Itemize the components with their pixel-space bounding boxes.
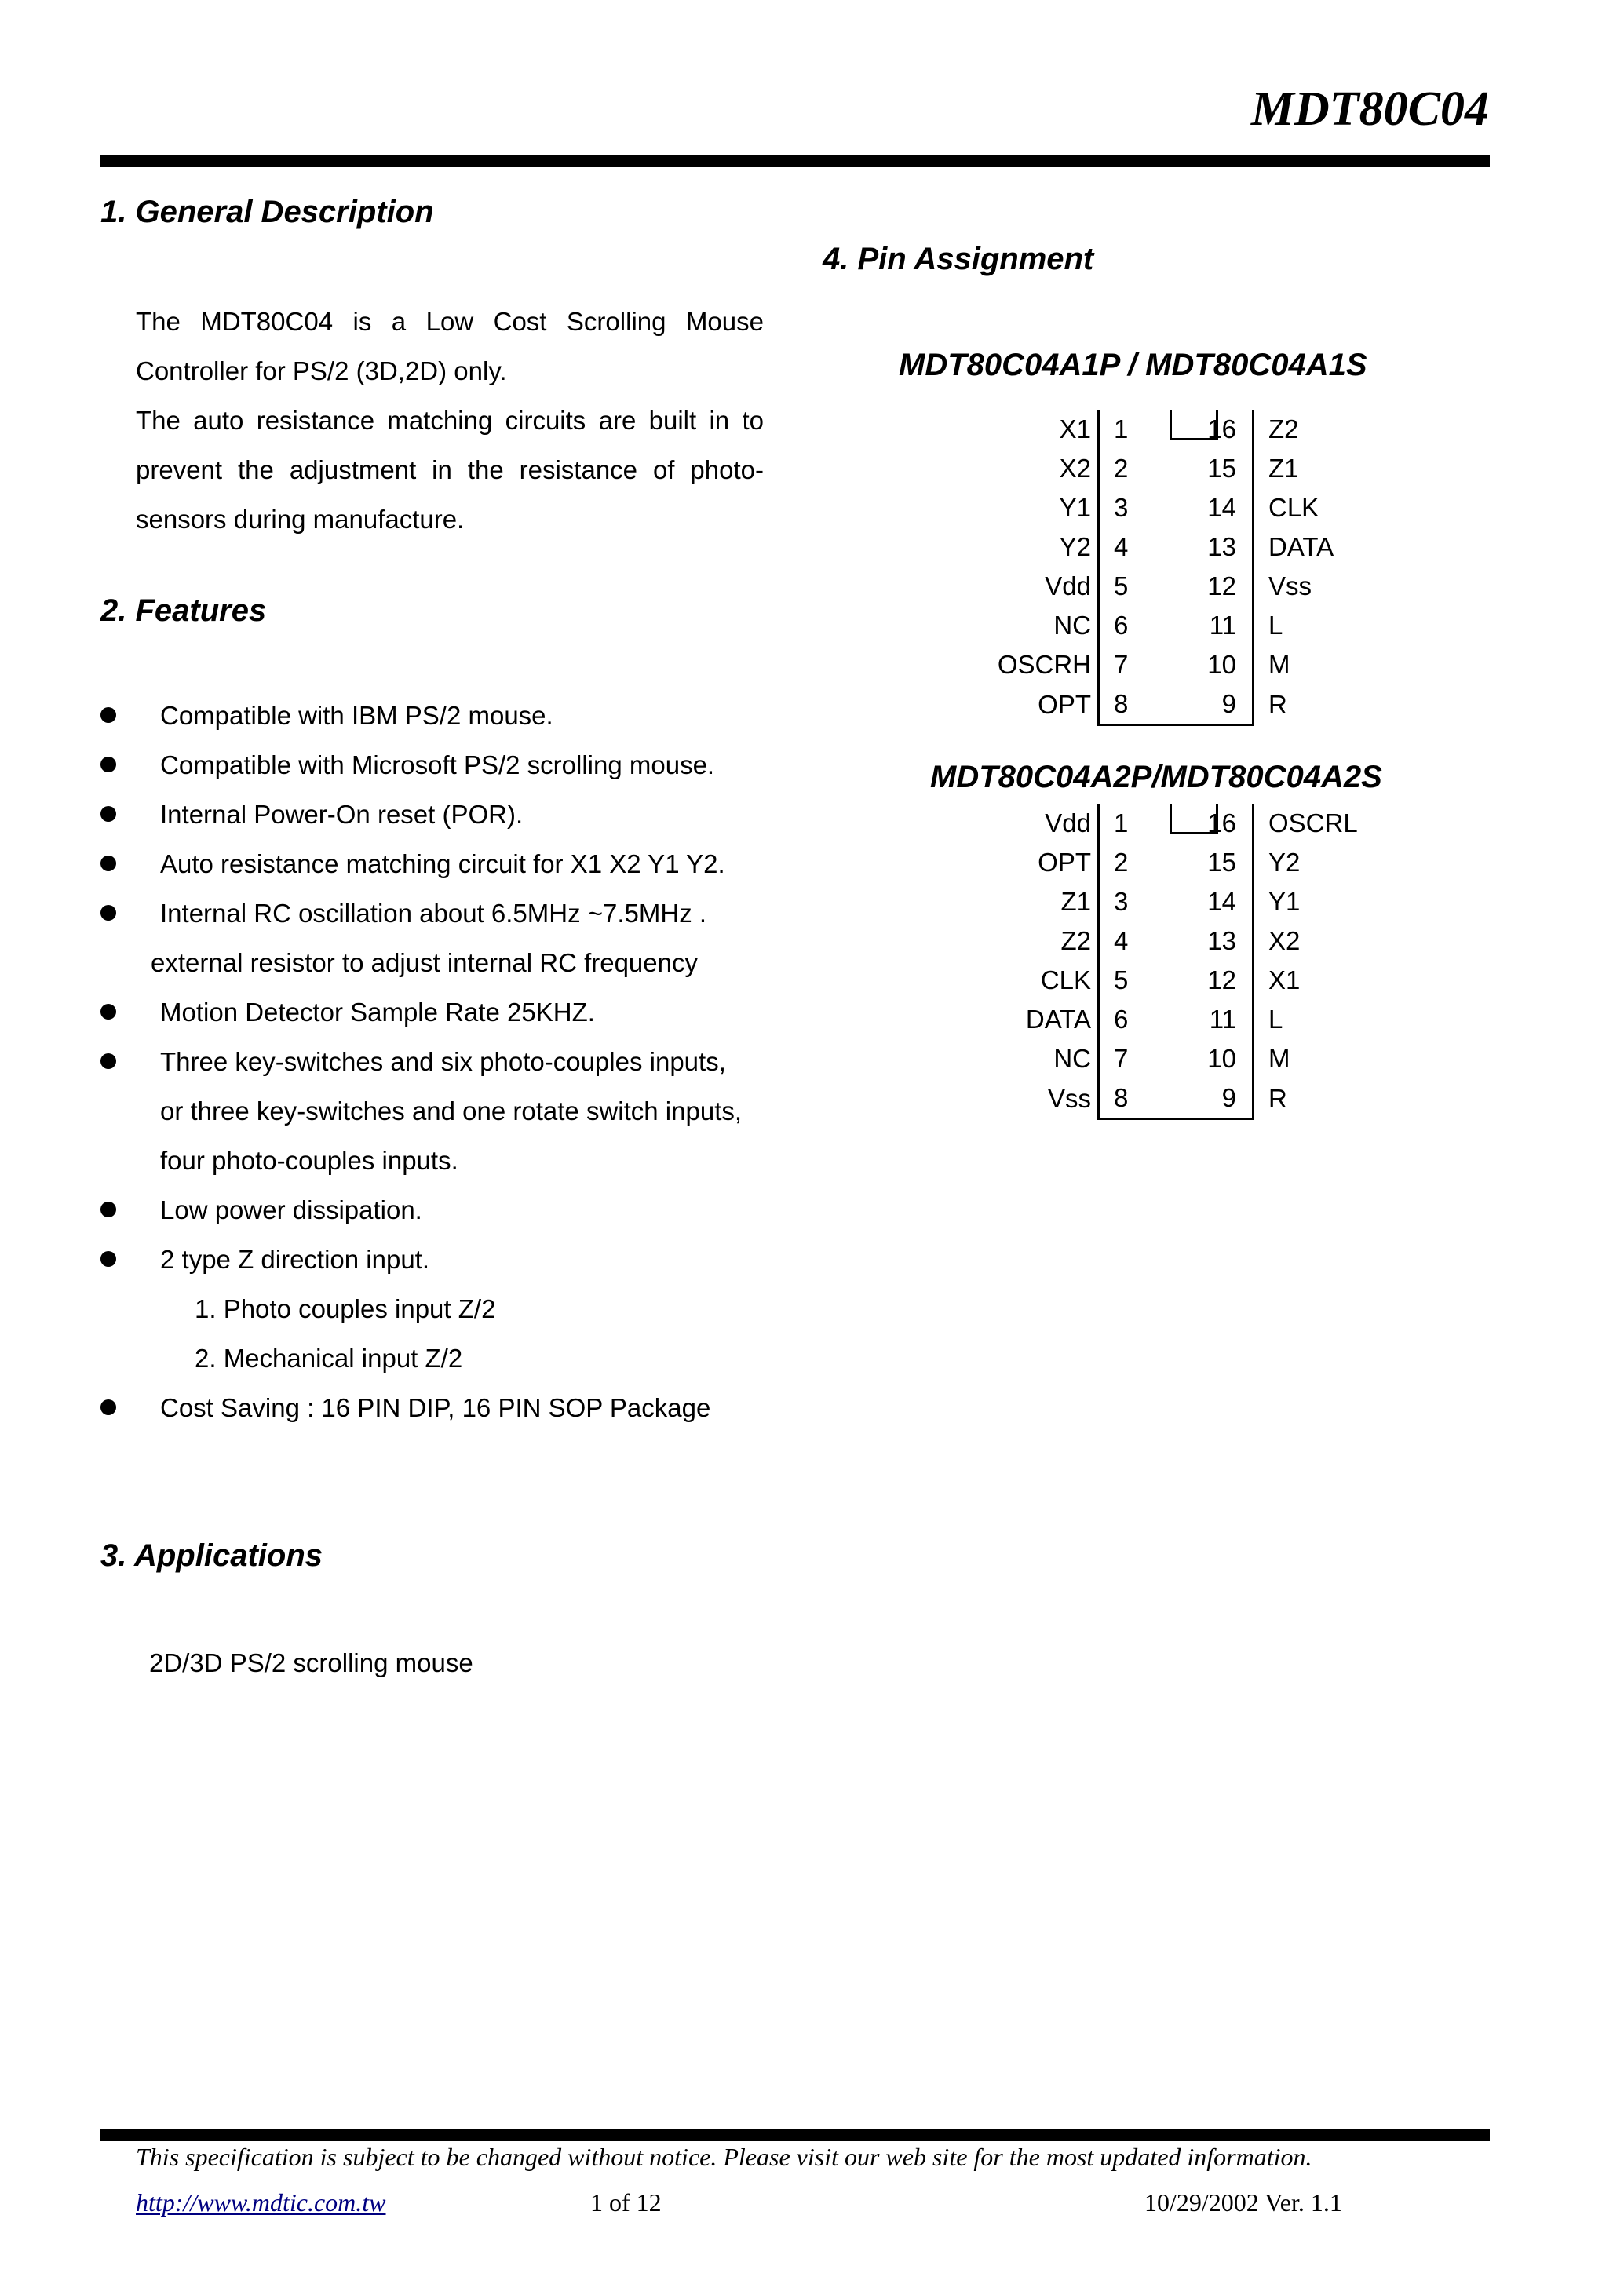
pin-name-right: DATA: [1268, 532, 1334, 561]
header-rule: [100, 155, 1490, 167]
chip-body: [1161, 606, 1192, 645]
website-link[interactable]: http://www.mdtic.com.tw: [136, 2188, 386, 2217]
pin-row: [989, 449, 1370, 488]
features-list: [100, 691, 791, 1432]
page-number: 1 of 12: [590, 2188, 662, 2217]
chip-body: [1161, 921, 1192, 961]
bullet-icon: [100, 806, 116, 822]
pin-name-left: Vdd: [1045, 571, 1091, 600]
pin-name-right: Y2: [1268, 848, 1301, 877]
pin-name-right: CLK: [1268, 493, 1319, 522]
bullet-icon: [100, 1399, 116, 1415]
pin-number-right: 12: [1192, 961, 1254, 1000]
list-item: Internal Power-On reset (POR).: [100, 790, 791, 839]
pin-number-right: 14: [1192, 488, 1254, 527]
pin-number-right: 11: [1192, 1000, 1254, 1039]
bullet-icon: [100, 1053, 116, 1069]
list-item: Cost Saving : 16 PIN DIP, 16 PIN SOP Package: [100, 1383, 791, 1432]
chip2-notch: [1170, 804, 1218, 834]
chip-body: [1161, 882, 1192, 921]
pin-number-right: 9: [1192, 684, 1254, 725]
pin-number-left: 1: [1099, 410, 1162, 449]
pin-number-right: 12: [1192, 567, 1254, 606]
bullet-icon: [100, 905, 116, 921]
pin-name-left: Z1: [1060, 887, 1091, 916]
list-item: Low power dissipation.: [100, 1185, 791, 1235]
pin-row: [989, 606, 1370, 645]
pin-name-left: OPT: [1038, 848, 1091, 877]
general-description-text: [136, 297, 764, 544]
pin-number-left: 7: [1099, 1039, 1162, 1078]
pin-number-left: 8: [1099, 1078, 1162, 1119]
applications-text: 2D/3D PS/2 scrolling mouse: [149, 1648, 473, 1677]
pin-name-right: L: [1268, 1005, 1283, 1034]
pin-name-left: Y1: [1059, 493, 1091, 522]
list-item: Compatible with Microsoft PS/2 scrolling mouse.: [100, 740, 791, 790]
pin-number-left: 6: [1099, 1000, 1162, 1039]
chip1-notch: [1170, 410, 1218, 440]
features-heading: 2. Features: [100, 593, 267, 628]
bullet-icon: [100, 707, 116, 723]
pin-number-right: 9: [1192, 1078, 1254, 1119]
pin-number-right: 15: [1192, 449, 1254, 488]
list-item: Auto resistance matching circuit for X1 X2 Y1 Y2.: [100, 839, 791, 888]
list-item-continuation: external resistor to adjust internal RC frequency: [151, 948, 698, 977]
pin-row: [989, 843, 1370, 882]
pin-name-left: X2: [1059, 454, 1091, 483]
pin-number-left: 7: [1099, 645, 1162, 684]
list-item: Motion Detector Sample Rate 25KHZ.: [100, 987, 791, 1037]
chip2-pin-table: [989, 804, 1370, 1120]
pin-assignment-heading: 4. Pin Assignment: [823, 242, 1094, 276]
pin-number-right: 14: [1192, 882, 1254, 921]
document-title: MDT80C04: [1250, 82, 1489, 136]
chip-body: [1161, 645, 1192, 684]
pin-row: [989, 567, 1370, 606]
chip-body: [1161, 961, 1192, 1000]
pin-row: [989, 488, 1370, 527]
pin-row: [989, 882, 1370, 921]
pin-row: [989, 921, 1370, 961]
pin-name-left: OPT: [1038, 689, 1091, 719]
pin-number-left: 2: [1099, 449, 1162, 488]
chip2-title: MDT80C04A2P/MDT80C04A2S: [930, 760, 1382, 794]
pin-number-right: 15: [1192, 843, 1254, 882]
chip1-pin-table: [989, 410, 1370, 726]
bullet-icon: [100, 757, 116, 772]
pin-row: [989, 961, 1370, 1000]
pin-name-right: Z2: [1268, 414, 1299, 443]
pin-number-left: 4: [1099, 527, 1162, 567]
pin-name-left: OSCRH: [997, 650, 1091, 679]
pin-name-right: OSCRL: [1268, 808, 1358, 837]
footer-note: This specification is subject to be changed without notice. Please visit our web site for the most updated information.: [136, 2143, 1312, 2171]
pin-name-left: Vdd: [1045, 808, 1091, 837]
chip-body: [1161, 843, 1192, 882]
bullet-icon: [100, 1251, 116, 1267]
chip-body: [1161, 488, 1192, 527]
pin-number-left: 1: [1099, 804, 1162, 843]
chip-body: [1161, 567, 1192, 606]
pin-name-right: M: [1268, 650, 1290, 679]
pin-number-left: 2: [1099, 843, 1162, 882]
pin-number-left: 3: [1099, 882, 1162, 921]
chip-body: [1161, 1039, 1192, 1078]
list-sub-item: 2. Mechanical input Z/2: [195, 1344, 463, 1373]
pin-name-left: NC: [1053, 1044, 1091, 1073]
chip-body: [1161, 684, 1192, 725]
list-item: 2 type Z direction input.: [100, 1235, 791, 1284]
pin-row: [989, 645, 1370, 684]
pin-name-right: X1: [1268, 965, 1301, 994]
pin-row: [989, 1078, 1370, 1119]
pin-number-right: 13: [1192, 527, 1254, 567]
pin-number-right: 10: [1192, 1039, 1254, 1078]
revision-date: 10/29/2002 Ver. 1.1: [1144, 2188, 1342, 2217]
pin-number-left: 5: [1099, 961, 1162, 1000]
chip-body: [1161, 1078, 1192, 1119]
pin-number-left: 3: [1099, 488, 1162, 527]
pin-number-right: 11: [1192, 606, 1254, 645]
pin-row: [989, 1000, 1370, 1039]
pin-name-right: Vss: [1268, 571, 1312, 600]
list-item: Compatible with IBM PS/2 mouse.: [100, 691, 791, 740]
list-item: Internal RC oscillation about 6.5MHz ~7.5MHz .: [100, 888, 791, 938]
pin-name-left: X1: [1059, 414, 1091, 443]
pin-row: [989, 527, 1370, 567]
pin-name-left: CLK: [1040, 965, 1091, 994]
pin-name-right: Y1: [1268, 887, 1301, 916]
applications-heading: 3. Applications: [100, 1538, 323, 1573]
chip-body: [1161, 527, 1192, 567]
chip1-title: MDT80C04A1P / MDT80C04A1S: [899, 348, 1367, 382]
pin-number-left: 6: [1099, 606, 1162, 645]
general-paragraph-2: The auto resistance matching circuits are built in to prevent the adjustment in the resistance of photo-sensors during manufacture.: [136, 406, 764, 534]
chip-body: [1161, 449, 1192, 488]
pin-name-left: Z2: [1060, 926, 1091, 955]
general-paragraph-1: The MDT80C04 is a Low Cost Scrolling Mouse Controller for PS/2 (3D,2D) only.: [136, 307, 764, 385]
bullet-icon: [100, 1202, 116, 1217]
list-item: Three key-switches and six photo-couples inputs,: [100, 1037, 791, 1086]
pin-name-left: NC: [1053, 611, 1091, 640]
list-item-continuation: or three key-switches and one rotate switch inputs,: [160, 1096, 743, 1126]
pin-number-left: 4: [1099, 921, 1162, 961]
pin-name-left: Vss: [1047, 1083, 1091, 1113]
pin-name-left: Y2: [1059, 532, 1091, 561]
pin-row: [989, 684, 1370, 725]
pin-name-right: X2: [1268, 926, 1301, 955]
pin-name-right: R: [1268, 1083, 1287, 1113]
general-description-heading: 1. General Description: [100, 195, 434, 229]
pin-row: [989, 1039, 1370, 1078]
pin-number-left: 8: [1099, 684, 1162, 725]
chip-body: [1161, 1000, 1192, 1039]
pin-number-right: 16: [1192, 804, 1254, 843]
pin-number-right: 16: [1192, 410, 1254, 449]
pin-name-left: DATA: [1025, 1005, 1091, 1034]
pin-number-right: 10: [1192, 645, 1254, 684]
pin-number-right: 13: [1192, 921, 1254, 961]
pin-name-right: L: [1268, 611, 1283, 640]
pin-number-left: 5: [1099, 567, 1162, 606]
bullet-icon: [100, 856, 116, 871]
list-sub-item: 1. Photo couples input Z/2: [195, 1294, 496, 1323]
pin-name-right: M: [1268, 1044, 1290, 1073]
list-item-continuation: four photo-couples inputs.: [160, 1146, 458, 1175]
pin-name-right: R: [1268, 689, 1287, 719]
pin-name-right: Z1: [1268, 454, 1299, 483]
bullet-icon: [100, 1004, 116, 1020]
